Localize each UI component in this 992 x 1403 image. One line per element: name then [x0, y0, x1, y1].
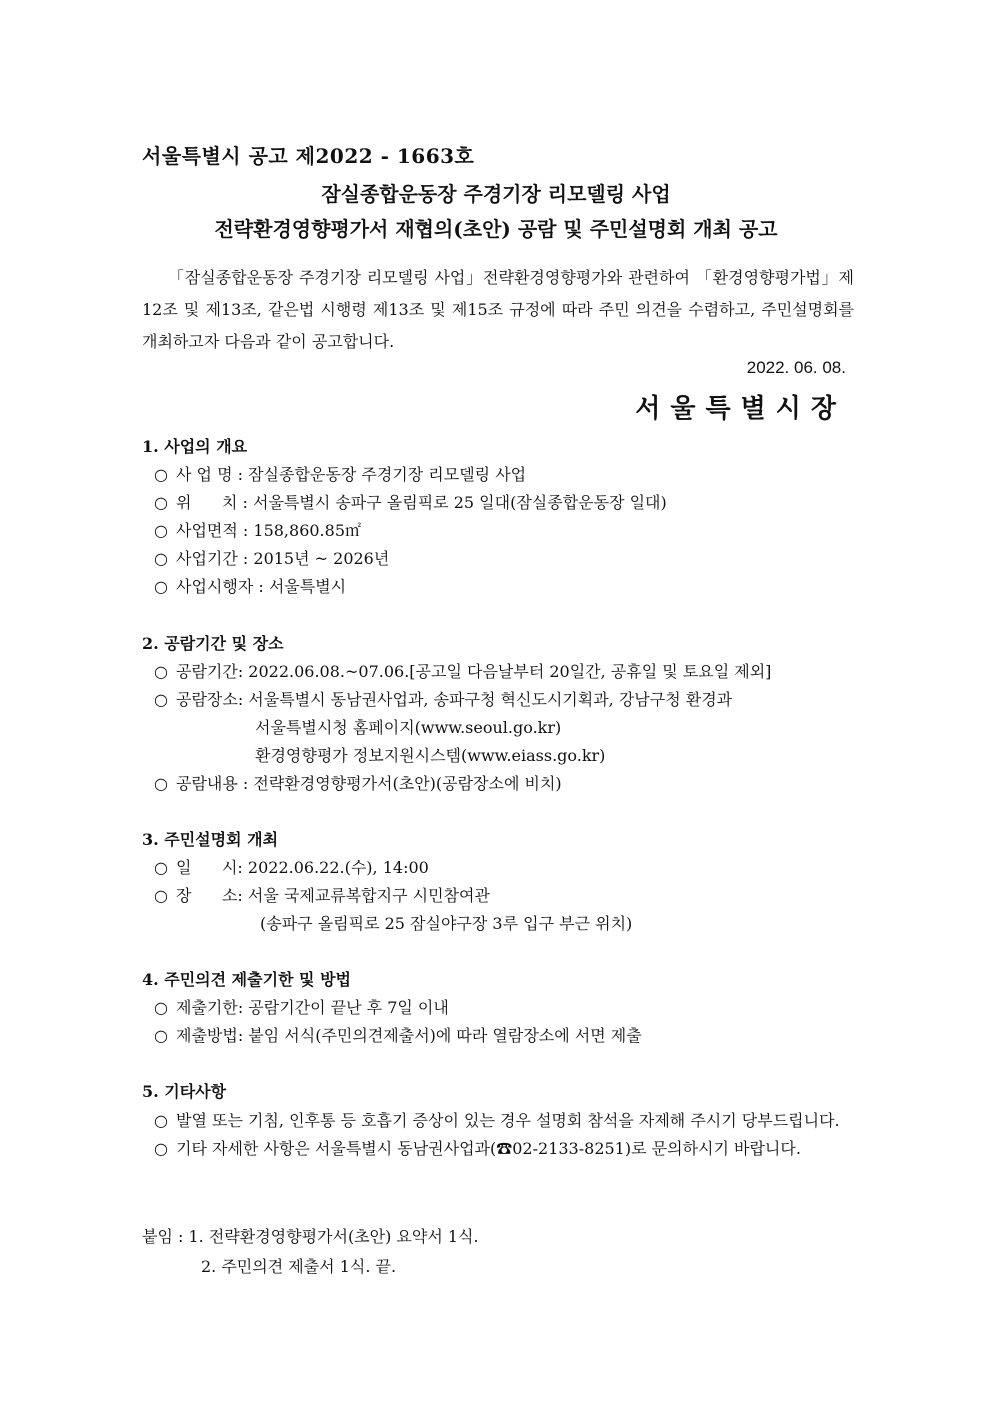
bullet-icon: ○	[154, 690, 168, 709]
list-item-continuation: (송파구 올림픽로 25 잠실야구장 3루 입구 부근 위치)	[260, 914, 633, 933]
intro-paragraph	[142, 262, 854, 358]
item-text: 일 시: 2022.06.22.(수), 14:00	[176, 858, 429, 877]
document-title-line1: 잠실종합운동장 주경기장 리모델링 사업	[321, 182, 671, 206]
item-text: 장 소: 서울 국제교류복합지구 시민참여관	[176, 886, 490, 905]
item-text: 사업시행자 : 서울특별시	[176, 577, 347, 596]
list-item	[142, 854, 854, 882]
notice-date: 2022. 06. 08.	[746, 358, 846, 377]
bullet-icon: ○	[154, 1026, 168, 1045]
section-heading: 5. 기타사항	[142, 1082, 227, 1101]
signer-name: 서울특별시장	[635, 394, 846, 424]
item-text: 위 치 : 서울특별시 송파구 올림픽로 25 일대(잠실종합운동장 일대)	[176, 493, 667, 512]
bullet-icon: ○	[154, 662, 168, 681]
item-text: 기타 자세한 사항은 서울특별시 동남권사업과(☎02-2133-8251)로 문의하시기 바랍니다.	[176, 1139, 801, 1158]
item-text: 발열 또는 기침, 인후통 등 호흡기 증상이 있는 경우 설명회 참석을 자제해 주시기 당부드립니다.	[176, 1111, 840, 1130]
bullet-icon: ○	[154, 521, 168, 540]
list-item	[142, 1135, 854, 1163]
attachments	[142, 1222, 479, 1282]
notice-number: 서울특별시 공고 제2022 - 1663호	[142, 144, 475, 168]
section-heading: 4. 주민의견 제출기한 및 방법	[142, 970, 352, 989]
section-heading: 2. 공람기간 및 장소	[142, 634, 284, 653]
item-text: 사 업 명 : 잠실종합운동장 주경기장 리모델링 사업	[176, 465, 527, 484]
item-text: 공람내용 : 전략환경영향평가서(초안)(공람장소에 비치)	[176, 774, 562, 793]
section-opinion-submission	[142, 966, 854, 1050]
bullet-icon: ○	[154, 493, 168, 512]
bullet-icon: ○	[154, 549, 168, 568]
section-project-overview	[142, 433, 854, 601]
list-item	[142, 573, 854, 601]
bullet-icon: ○	[154, 1111, 168, 1130]
attachment-label: 붙임 :	[142, 1227, 184, 1246]
bullet-icon: ○	[154, 998, 168, 1017]
attachment-item: 1. 전략환경영향평가서(초안) 요약서 1식.	[188, 1227, 479, 1246]
bullet-icon: ○	[154, 886, 168, 905]
attachment-row	[142, 1222, 479, 1252]
list-item	[142, 770, 854, 798]
list-item	[142, 1106, 854, 1135]
item-text: 공람장소: 서울특별시 동남권사업과, 송파구청 혁신도시기획과, 강남구청 환경과	[176, 690, 733, 709]
item-text: 사업기간 : 2015년 ~ 2026년	[176, 549, 390, 568]
list-item	[142, 658, 854, 686]
section-public-hearing	[142, 826, 854, 938]
section-other-matters	[142, 1078, 854, 1163]
list-item	[142, 517, 854, 545]
item-text: 제출방법: 붙임 서식(주민의견제출서)에 따라 열람장소에 서면 제출	[176, 1026, 642, 1045]
bullet-icon: ○	[154, 1139, 168, 1158]
bullet-icon: ○	[154, 577, 168, 596]
list-item-continuation: 서울특별시청 홈페이지(www.seoul.go.kr)	[255, 718, 562, 737]
list-item	[142, 994, 854, 1022]
bullet-icon: ○	[154, 858, 168, 877]
list-item	[142, 545, 854, 573]
bullet-icon: ○	[154, 465, 168, 484]
list-item	[142, 1022, 854, 1050]
list-item	[142, 461, 854, 489]
item-text: 제출기한: 공람기간이 끝난 후 7일 이내	[176, 998, 449, 1017]
document-title-line2: 전략환경영향평가서 재협의(초안) 공람 및 주민설명회 개최 공고	[214, 217, 778, 241]
bullet-icon: ○	[154, 774, 168, 793]
list-item	[142, 882, 854, 910]
list-item	[142, 489, 854, 517]
item-text: 공람기간: 2022.06.08.~07.06.[공고일 다음날부터 20일간, 공휴일 및 토요일 제외]	[176, 662, 772, 681]
section-heading: 3. 주민설명회 개최	[142, 830, 279, 849]
item-text: 사업면적 : 158,860.85㎡	[176, 521, 361, 540]
list-item	[142, 686, 854, 714]
section-heading: 1. 사업의 개요	[142, 437, 248, 456]
section-inspection-period-place	[142, 630, 854, 798]
intro-text: 「잠실종합운동장 주경기장 리모델링 사업」전략환경영향평가와 관련하여 「환경영향평가법」제12조 및 제13조, 같은법 시행령 제13조 및 제15조 규정에 따라 주민 의견을 수렴하고, 주민설명회를 개최하고자 다음과 같이 공고합니다.	[142, 268, 854, 351]
attachment-item: 2. 주민의견 제출서 1식. 끝.	[201, 1257, 397, 1276]
list-item-continuation: 환경영향평가 정보지원시스템(www.eiass.go.kr)	[255, 746, 606, 765]
